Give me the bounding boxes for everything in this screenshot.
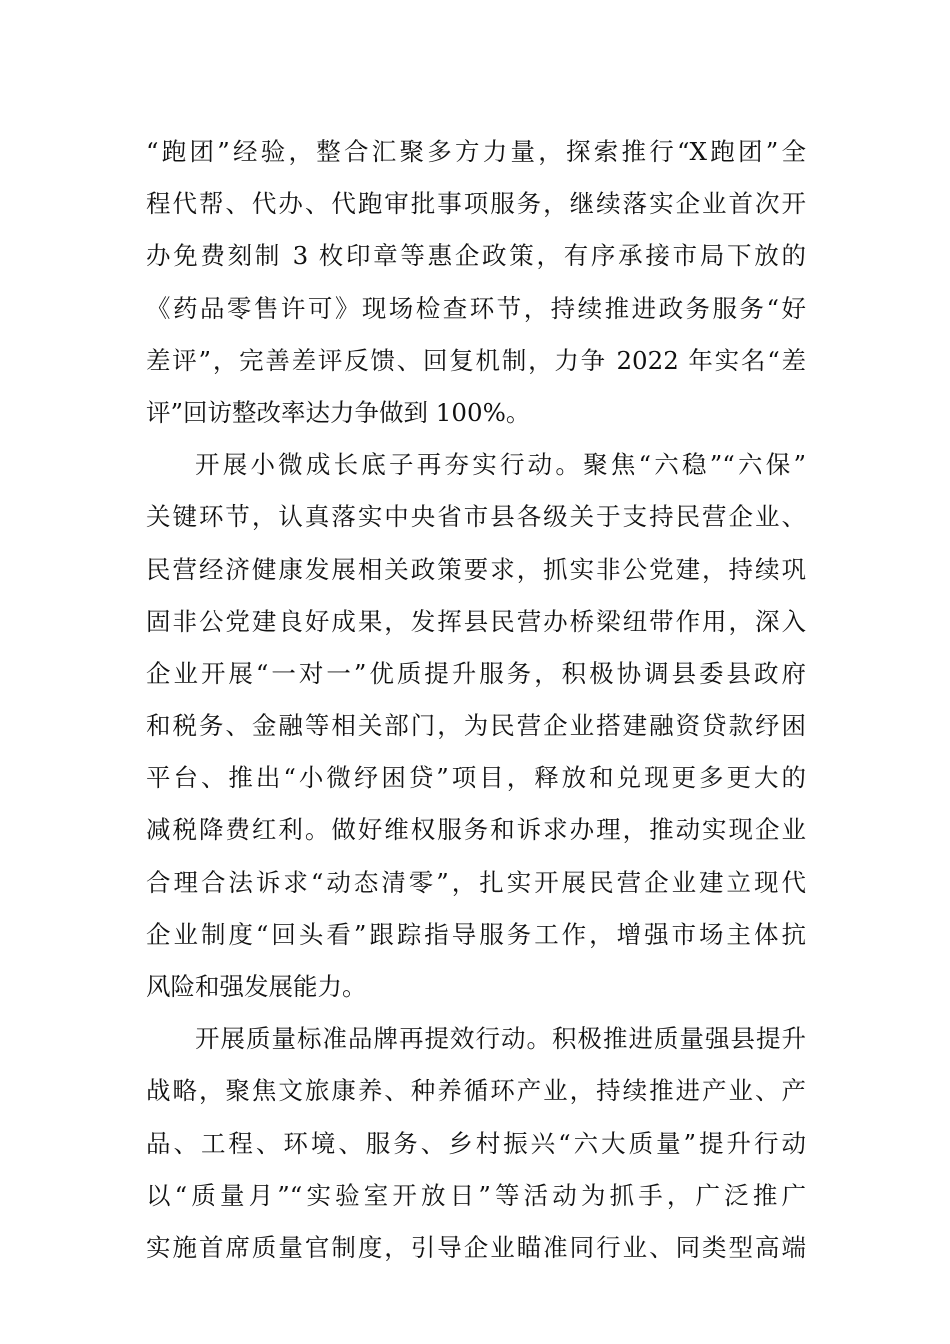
document-body — [146, 126, 806, 1274]
text-line: 开展质量标准品牌再提效行动。积极推进质量强县提升 — [195, 1024, 806, 1054]
paragraph-2 — [146, 439, 806, 1013]
text-line: 关键环节，认真落实中央省市县各级关于支持民营企业、 — [146, 502, 806, 532]
text-line: 实施首席质量官制度，引导企业瞄准同行业、同类型高端 — [146, 1232, 806, 1262]
paragraph-3 — [146, 1013, 806, 1274]
text-line: 平台、推出“小微纾困贷”项目，释放和兑现更多更大的 — [146, 763, 806, 793]
text-line: 减税降费红利。做好维权服务和诉求办理，推动实现企业 — [146, 815, 806, 845]
text-line: 合理合法诉求“动态清零”，扎实开展民营企业建立现代 — [146, 867, 806, 897]
text-line: 品、工程、环境、服务、乡村振兴“六大质量”提升行动 — [146, 1128, 806, 1158]
text-line: 差评”，完善差评反馈、回复机制，力争 2022 年实名“差 — [146, 345, 806, 375]
text-line: 民营经济健康发展相关政策要求，抓实非公党建，持续巩 — [146, 554, 806, 584]
text-line: 程代帮、代办、代跑审批事项服务，继续落实企业首次开 — [146, 189, 806, 219]
text-line: 企业开展“一对一”优质提升服务，积极协调县委县政府 — [146, 658, 806, 688]
text-line: “跑团”经验，整合汇聚多方力量，探索推行“X跑团”全 — [146, 137, 806, 166]
text-line: 以“质量月”“实验室开放日”等活动为抓手，广泛推广 — [146, 1180, 806, 1210]
text-line: 评”回访整改率达力争做到 100%。 — [146, 397, 531, 427]
paragraph-1 — [146, 126, 806, 439]
text-line: 《药品零售许可》现场检查环节，持续推进政务服务“好 — [146, 293, 806, 323]
text-line: 办免费刻制 3 枚印章等惠企政策，有序承接市局下放的 — [146, 241, 806, 271]
text-line: 和税务、金融等相关部门，为民营企业搭建融资贷款纾困 — [146, 711, 806, 741]
text-line: 固非公党建良好成果，发挥县民营办桥梁纽带作用，深入 — [146, 606, 806, 636]
text-line: 企业制度“回头看”跟踪指导服务工作，增强市场主体抗 — [146, 919, 806, 949]
text-line: 战略，聚焦文旅康养、种养循环产业，持续推进产业、产 — [146, 1076, 806, 1106]
text-line: 开展小微成长底子再夯实行动。聚焦“六稳”“六保” — [195, 450, 806, 480]
text-line: 风险和强发展能力。 — [146, 972, 367, 1001]
